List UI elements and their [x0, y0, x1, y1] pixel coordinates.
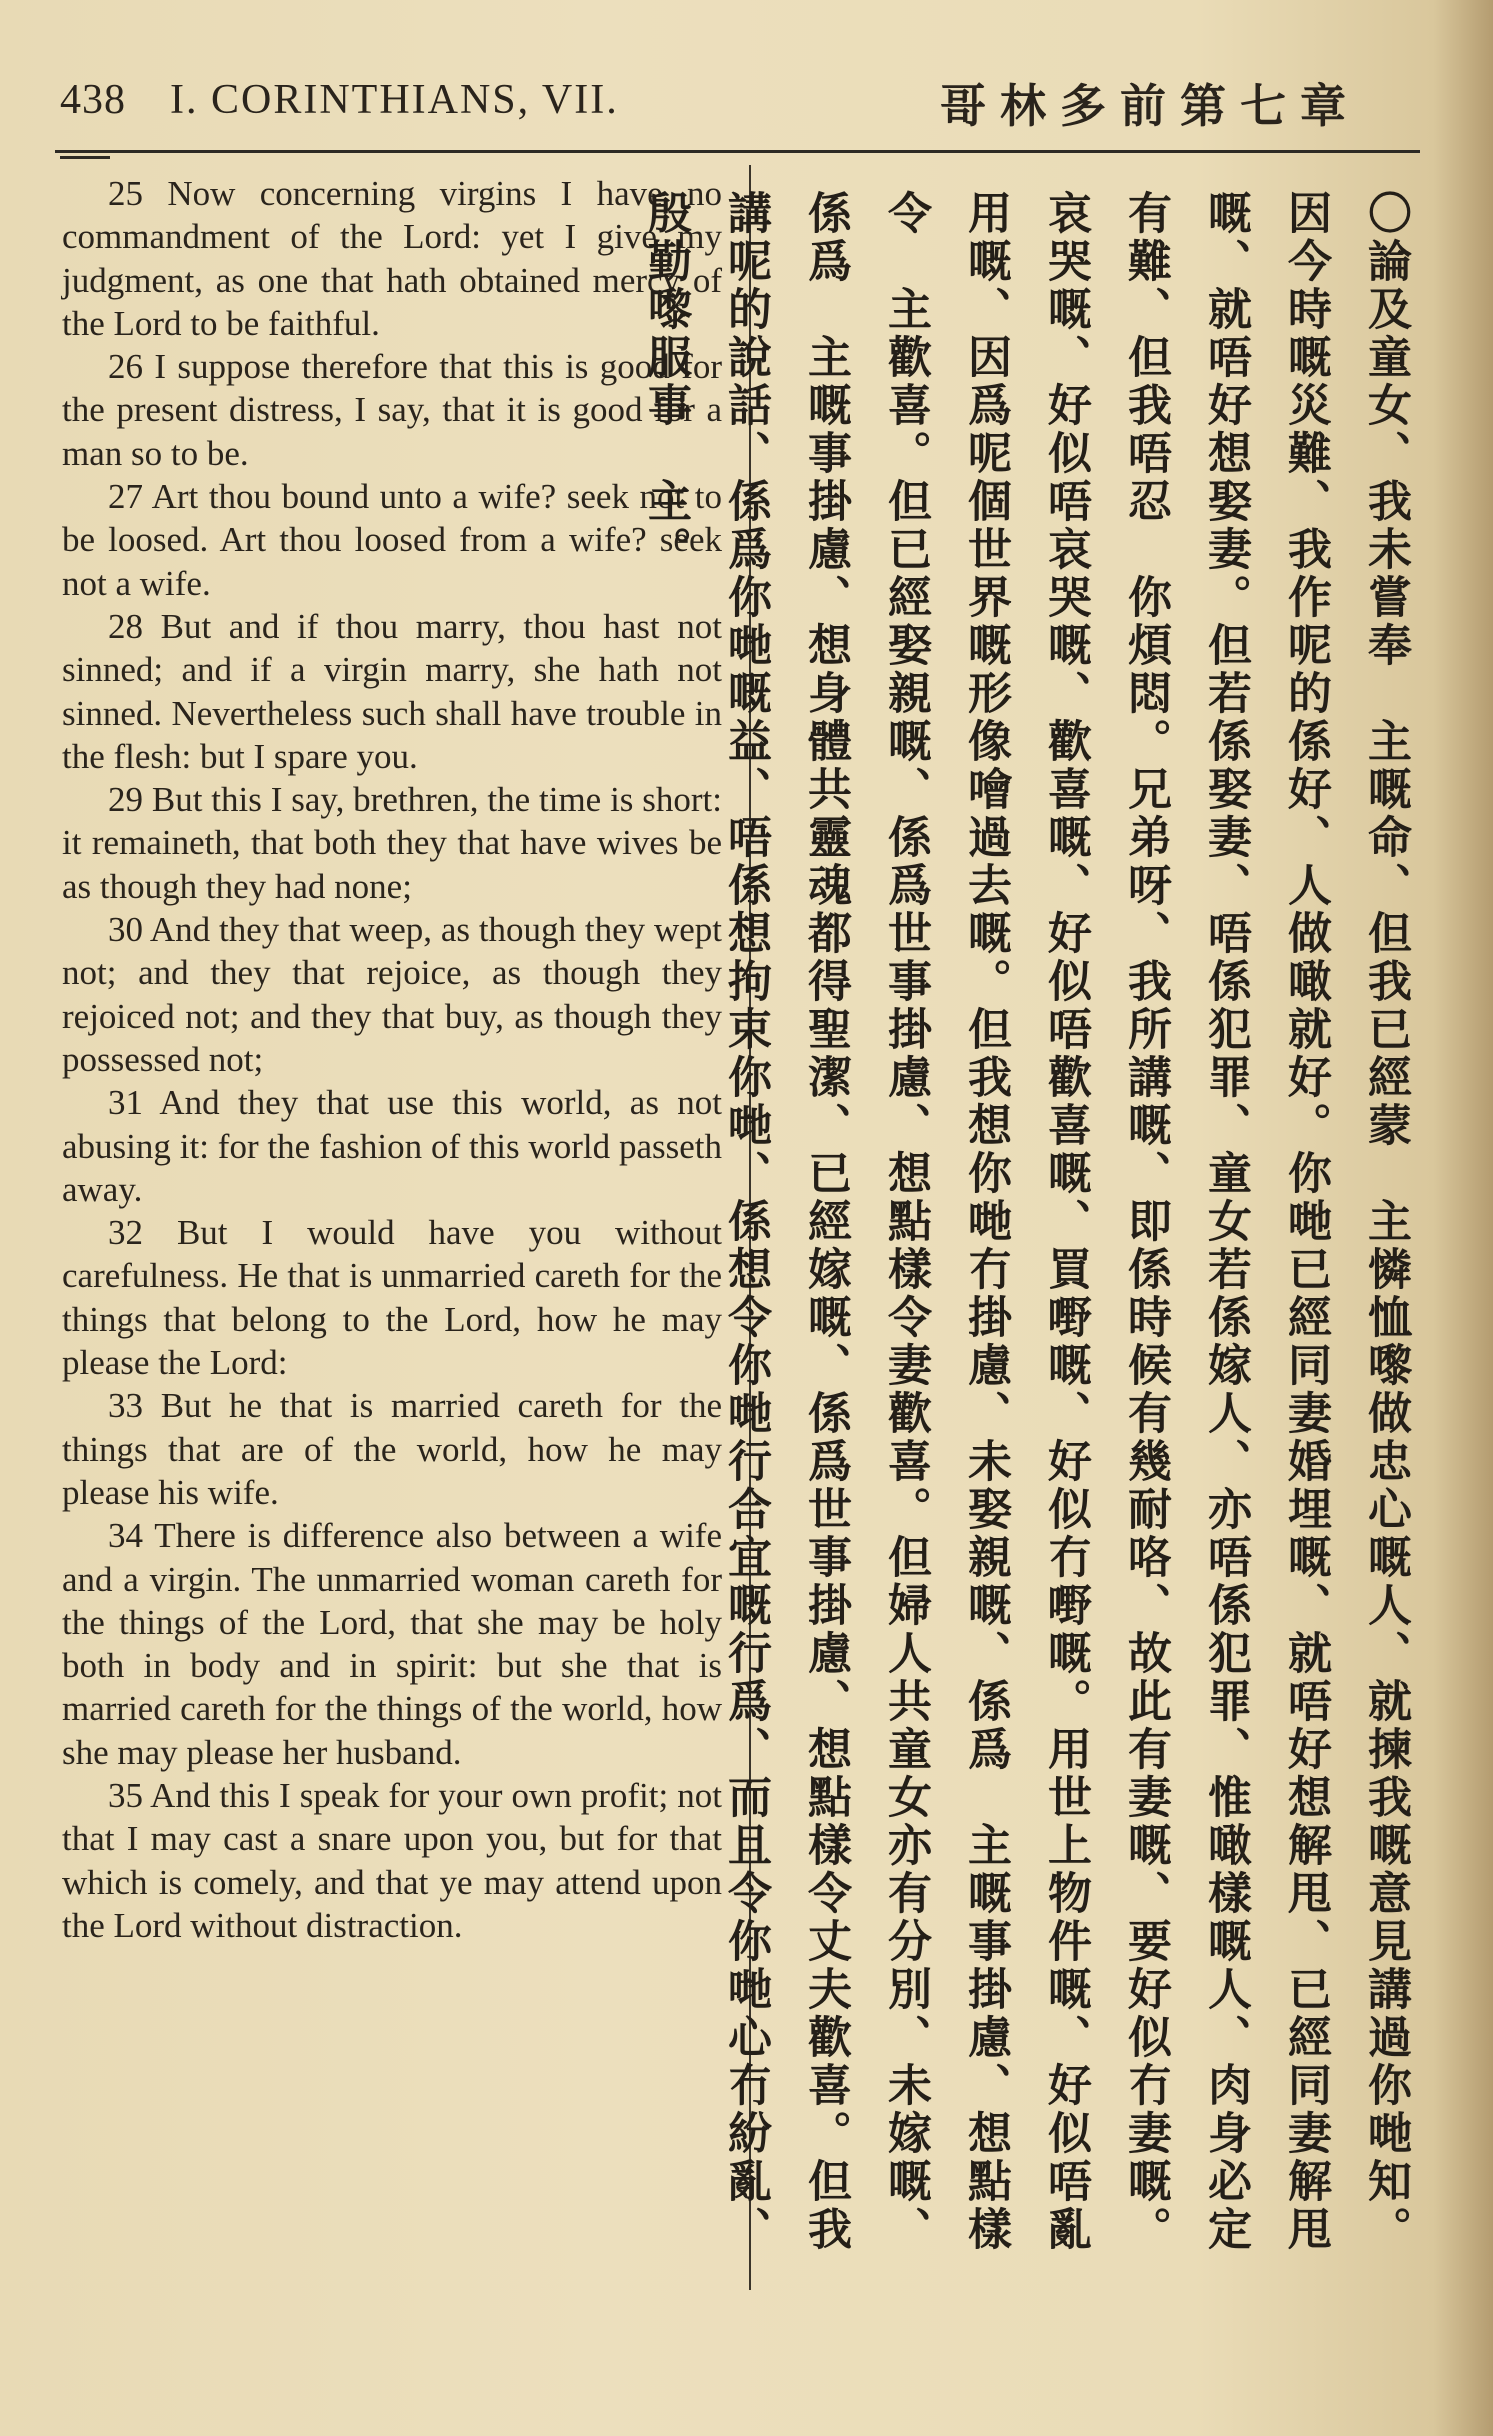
chinese-paragraph: 〇論及童女、我未嘗奉 主嘅命、但我已經蒙 主憐恤嚟做忠心嘅人、就揀我嘅意見講過你哋知。因今時嘅災難、我作呢的係好、人做噉就好。你哋已經同妻婚埋嘅、就唔好想解甩、已經同妻解甩嘅、就唔好想娶妻。但若係娶妻、唔係犯罪、童女若係嫁人、亦唔係犯罪、惟噉樣嘅人、肉身必定有難、但我唔忍 你煩悶。兄弟呀、我所講嘅、即係時候有幾耐咯、故此有妻嘅、要好似冇妻嘅。哀哭嘅、好似唔哀哭嘅、歡喜嘅、好似唔歡喜嘅、買嘢嘅、好似冇嘢嘅。用世上物件嘅、好似唔亂用嘅、因爲呢個世界嘅形像噲過去嘅。但我想你哋冇掛慮、未娶親嘅、係爲 主嘅事掛慮、想點樣令 主歡喜。但已經娶親嘅、係爲世事掛慮、想點樣令妻歡喜。但婦人共童女亦有分別、未嫁嘅、係爲 主嘅事掛慮、想身體共靈魂都得聖潔、已經嫁嘅、係爲世事掛慮、想點樣令丈夫歡喜。但我講呢的說話、係爲你哋嘅益、唔係想拘束你哋、係想令你哋行合宜嘅行爲、而且令你哋心冇紛亂、殷勤嚟服事 主。: [640, 190, 1411, 2254]
chinese-running-title: 哥林多前第七章: [940, 79, 1360, 133]
verse-35: 35 And this I speak for your own profit; not that I may cast a snare upon you, but for that which is comely, and that ye may attend upon the Lord without distraction.: [62, 1775, 722, 1945]
verse-25: 25 Now concerning virgins I have no commandment of the Lord: yet I give my judgment, as one that hath obtained mercy of the Lord to be faithful.: [62, 174, 722, 343]
verse-27: 27 Art thou bound unto a wife? seek not to be loosed. Art thou loosed from a wife? seek not a wife.: [62, 477, 722, 603]
verse-28: 28 But and if thou marry, thou hast not sinned; and if a virgin marry, she hath not sinned. Nevertheless such shall have trouble in the flesh: but I spare you.: [62, 606, 722, 776]
verse-33: 33 But he that is married careth for the things that are of the world, how he may please his wife.: [62, 1386, 722, 1512]
header-rule-tick: [60, 156, 110, 159]
running-title: I. CORINTHIANS, VII.: [170, 77, 619, 123]
verse-34: 34 There is difference also between a wife and a virgin. The unmarried woman careth for the things of the Lord, that she may be holy both in body and in spirit: but she that is married careth for the things of the world, how she may please her husband.: [62, 1516, 722, 1772]
page-header: [60, 70, 1420, 140]
page-number: 438: [60, 77, 126, 123]
header-rule: [55, 150, 1420, 153]
verse-31: 31 And they that use this world, as not abusing it: for the fashion of this world passeth away.: [62, 1083, 722, 1209]
verse-26: 26 I suppose therefore that this is good for the present distress, I say, that it is good for a man so to be.: [62, 347, 722, 473]
verse-30: 30 And they that weep, as though they wept not; and they that rejoice, as though they rejoiced not; and they that buy, as though they possessed not;: [62, 910, 722, 1079]
chinese-column: [640, 190, 1425, 2290]
verse-32: 32 But I would have you without carefulness. He that is unmarried careth for the things that belong to the Lord, how he may please the Lord:: [62, 1213, 722, 1383]
english-column: [62, 172, 722, 1947]
verse-29: 29 But this I say, brethren, the time is short: it remaineth, that both they that have wives be as though they had none;: [62, 780, 722, 906]
chinese-vertical-text: [640, 190, 1425, 2290]
